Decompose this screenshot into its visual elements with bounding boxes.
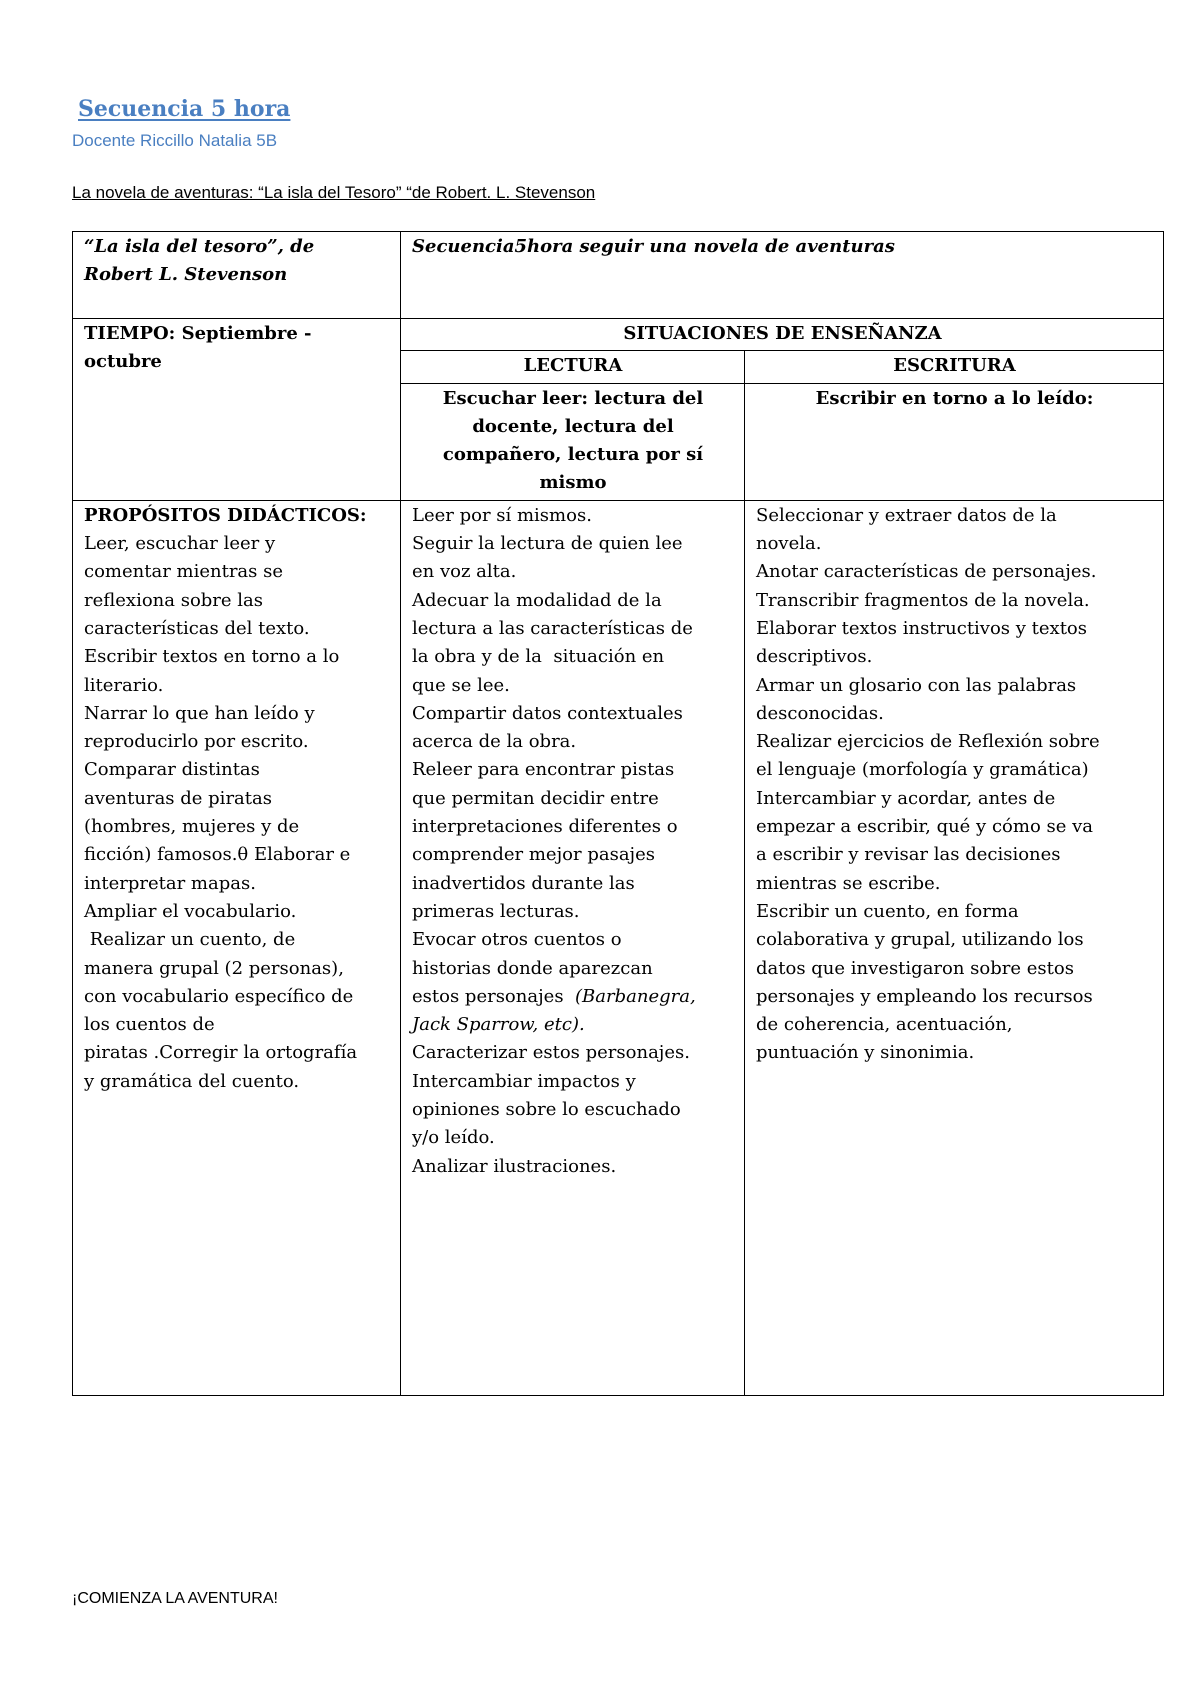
lectura-line: Analizar ilustraciones. [412, 1155, 617, 1177]
lectura-italic-2: Jack Sparrow, etc). [412, 1014, 585, 1036]
lectura-line: acerca de la obra. [412, 731, 577, 753]
lectura-line: Releer para encontrar pistas [412, 759, 675, 781]
sequence-cell [401, 232, 1164, 319]
purposes-cell [73, 500, 401, 1395]
time-label-2: octubre [84, 351, 162, 373]
purpose-line: características del texto. [84, 617, 310, 639]
lectura-line: y/o leído. [412, 1127, 495, 1149]
escritura-line: el lenguaje (morfología y gramática) [756, 759, 1089, 781]
lesson-plan-table [72, 231, 1164, 1396]
escritura-line: puntuación y sinonimia. [756, 1042, 975, 1064]
escritura-line: Armar un glosario con las palabras [756, 674, 1077, 696]
book-cell [73, 232, 401, 319]
purpose-line: Narrar lo que han leído y [84, 702, 315, 724]
time-cell [73, 319, 401, 501]
purposes-list [84, 530, 390, 1096]
purpose-line: interpretar mapas. [84, 872, 256, 894]
footer-text: ¡COMIENZA LA AVENTURA! [72, 1590, 278, 1607]
purposes-title: PROPÓSITOS DIDÁCTICOS: [84, 504, 367, 526]
lectura-line: que permitan decidir entre [412, 787, 659, 809]
lectura-line: Seguir la lectura de quien lee [412, 533, 683, 555]
table-row-situations [73, 319, 1164, 351]
purpose-line: piratas .Corregir la ortografía [84, 1042, 358, 1064]
lectura-list-after [412, 1039, 734, 1180]
lectura-line: Intercambiar impactos y [412, 1070, 636, 1092]
purpose-line: ficción) famosos.θ Elaborar e [84, 844, 351, 866]
purpose-line: Leer, escuchar leer y [84, 533, 276, 555]
lectura-line: primeras lecturas. [412, 900, 580, 922]
escritura-line: empezar a escribir, qué y cómo se va [756, 816, 1094, 838]
purpose-line: los cuentos de [84, 1014, 215, 1036]
purpose-line: reproducirlo por escrito. [84, 731, 309, 753]
purpose-line: con vocabulario específico de [84, 985, 354, 1007]
book-title-line1: “La isla del tesoro”, de [84, 236, 315, 257]
escritura-line: Anotar características de personajes. [756, 561, 1097, 583]
lectura-list [412, 502, 734, 983]
escritura-line: desconocidas. [756, 702, 884, 724]
lectura-line: inadvertidos durante las [412, 872, 635, 894]
lectura-line: comprender mejor pasajes [412, 844, 656, 866]
escritura-line: Transcribir fragmentos de la novela. [756, 589, 1090, 611]
lectura-line: que se lee. [412, 674, 510, 696]
lectura-subheader: Escuchar leer: lectura del docente, lectura del compañero, lectura por sí mismo [401, 383, 745, 500]
lectura-italic-line [412, 983, 734, 1011]
purpose-line: Comparar distintas [84, 759, 260, 781]
escritura-line: a escribir y revisar las decisiones [756, 844, 1061, 866]
escritura-subheader: Escribir en torno a lo leído: [745, 383, 1164, 500]
sequence-title: Secuencia5hora seguir una novela de aventuras [412, 236, 895, 257]
lectura-line: la obra y de la situación en [412, 646, 665, 668]
document-subtitle: La novela de aventuras: “La isla del Tesoro” “de Robert. L. Stevenson [72, 183, 596, 202]
purpose-line: reflexiona sobre las [84, 589, 264, 611]
lectura-cell [401, 500, 745, 1395]
book-title-line2: Robert L. Stevenson [84, 264, 288, 286]
escritura-cell [745, 500, 1164, 1395]
lectura-line: Compartir datos contextuales [412, 702, 683, 724]
teacher-name: Docente Riccillo Natalia 5B [72, 131, 278, 150]
escritura-header: ESCRITURA [745, 351, 1164, 383]
escritura-line: Seleccionar y extraer datos de la [756, 504, 1057, 526]
purpose-line: literario. [84, 674, 164, 696]
lectura-line: historias donde aparezcan [412, 957, 653, 979]
escritura-line: datos que investigaron sobre estos [756, 957, 1074, 979]
table-row-content [73, 500, 1164, 1395]
lectura-line: Adecuar la modalidad de la [412, 589, 662, 611]
situations-header: SITUACIONES DE ENSEÑANZA [401, 319, 1164, 351]
escritura-line: de coherencia, acentuación, [756, 1014, 1013, 1036]
purpose-line: (hombres, mujeres y de [84, 816, 300, 838]
page-title: Secuencia 5 hora [78, 96, 291, 122]
purpose-line: manera grupal (2 personas), [84, 957, 344, 979]
escritura-line: Intercambiar y acordar, antes de [756, 787, 1056, 809]
table-row-book [73, 232, 1164, 319]
escritura-line: novela. [756, 533, 822, 555]
lectura-line: Caracterizar estos personajes. [412, 1042, 690, 1064]
lectura-line: en voz alta. [412, 561, 517, 583]
purpose-line: comentar mientras se [84, 561, 284, 583]
escritura-line: personajes y empleando los recursos [756, 985, 1093, 1007]
purpose-line: Ampliar el vocabulario. [84, 900, 297, 922]
lectura-line: interpretaciones diferentes o [412, 816, 678, 838]
lectura-line: Leer por sí mismos. [412, 504, 592, 526]
lectura-italic-1: (Barbanegra, [575, 985, 696, 1007]
purpose-line: aventuras de piratas [84, 787, 272, 809]
purpose-line: Escribir textos en torno a lo [84, 646, 340, 668]
lectura-line: Evocar otros cuentos o [412, 929, 622, 951]
escritura-list [756, 502, 1153, 1068]
lectura-line: estos personajes [412, 985, 576, 1007]
escritura-line: Escribir un cuento, en forma [756, 900, 1019, 922]
escritura-line: mientras se escribe. [756, 872, 941, 894]
lectura-line: opiniones sobre lo escuchado [412, 1099, 681, 1121]
lectura-line: lectura a las características de [412, 617, 693, 639]
purpose-line: y gramática del cuento. [84, 1070, 300, 1092]
lectura-header: LECTURA [401, 351, 745, 383]
escritura-line: descriptivos. [756, 646, 873, 668]
time-label: TIEMPO: Septiembre - [84, 323, 312, 344]
purpose-line: Realizar un cuento, de [84, 929, 296, 951]
escritura-line: Elaborar textos instructivos y textos [756, 617, 1088, 639]
escritura-line: Realizar ejercicios de Reflexión sobre [756, 731, 1100, 753]
escritura-line: colaborativa y grupal, utilizando los [756, 929, 1084, 951]
